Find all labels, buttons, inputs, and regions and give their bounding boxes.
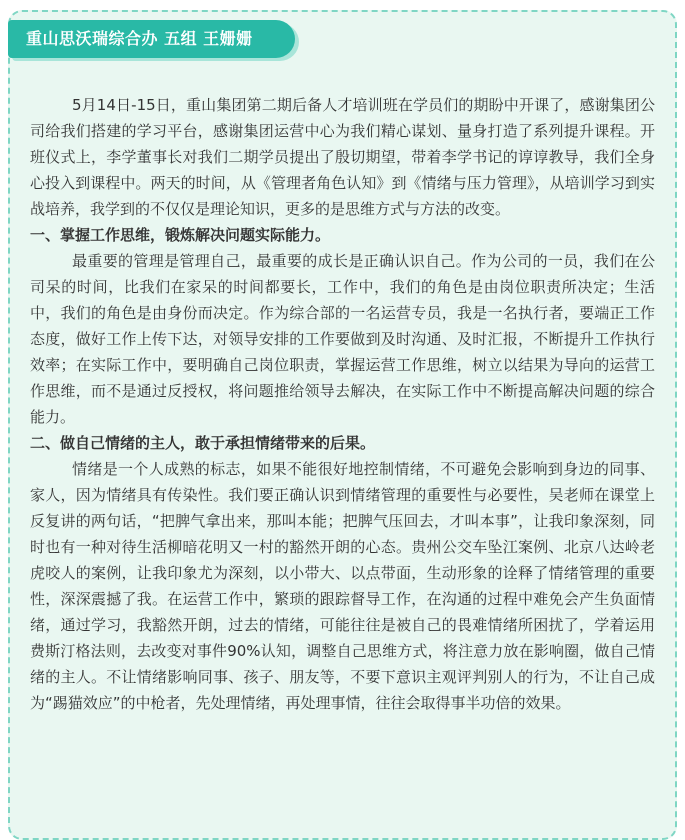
section-heading-1: 一、掌握工作思维，锻炼解决问题实际能力。 — [30, 226, 331, 244]
article-title-banner: 重山思沃瑞综合办 五组 王姗姗 — [8, 20, 295, 58]
intro-paragraph: 5月14日-15日，重山集团第二期后备人才培训班在学员们的期盼中开课了，感谢集团公司给我们搭建的学习平台，感谢集团运营中心为我们精心谋划、量身打造了系列提升课程。开班仪式上，李学董事长对我们二期学员提出了殷切期望，带着李学书记的谆谆教导，我们全身心投入到课程中。两天的时间，从《管理者角色认知》到《情绪与压力管理》，从培训学习到实战培养，我学到的不仅仅是理论知识，更多的是思维方式与方法的改变。 — [30, 96, 655, 218]
article-body — [30, 92, 655, 716]
section-heading-2: 二、做自己情绪的主人，敢于承担情绪带来的后果。 — [30, 434, 376, 452]
section-paragraph-2: 情绪是一个人成熟的标志，如果不能很好地控制情绪，不可避免会影响到身边的同事、家人，因为情绪具有传染性。我们要正确认识到情绪管理的重要性与必要性，吴老师在课堂上反复讲的两句话，“把脾气拿出来，那叫本能；把脾气压回去，才叫本事”，让我印象深刻，同时也有一种对待生活柳暗花明又一村的豁然开朗的心态。贵州公交车坠江案例、北京八达岭老虎咬人的案例，让我印象尤为深刻，以小带大、以点带面，生动形象的诠释了情绪管理的重要性，深深震撼了我。在运营工作中，繁琐的跟踪督导工作，在沟通的过程中难免会产生负面情绪，通过学习，我豁然开朗，过去的情绪，可能往往是被自己的畏难情绪所困扰了，学着运用费斯汀格法则，去改变对事件90%认知，调整自己思维方式，将注意力放在影响圈，做自己情绪的主人。不让情绪影响同事、孩子、朋友等，不要下意识主观评判别人的行为，不让自己成为“踢猫效应”的中枪者，先处理情绪，再处理事情，往往会取得事半功倍的效果。 — [30, 460, 655, 712]
section-paragraph-1: 最重要的管理是管理自己，最重要的成长是正确认识自己。作为公司的一员，我们在公司呆的时间，比我们在家呆的时间都要长，工作中，我们的角色是由岗位职责所决定；生活中，我们的角色是由身份而决定。作为综合部的一名运营专员，我是一名执行者，要端正工作态度，做好工作上传下达，对领导安排的工作要做到及时沟通、及时汇报，不断提升工作执行效率；在实际工作中，要明确自己岗位职责，掌握运营工作思维，树立以结果为导向的运营工作思维，而不是通过反授权，将问题推给领导去解决，在实际工作中不断提高解决问题的综合能力。 — [30, 252, 655, 426]
